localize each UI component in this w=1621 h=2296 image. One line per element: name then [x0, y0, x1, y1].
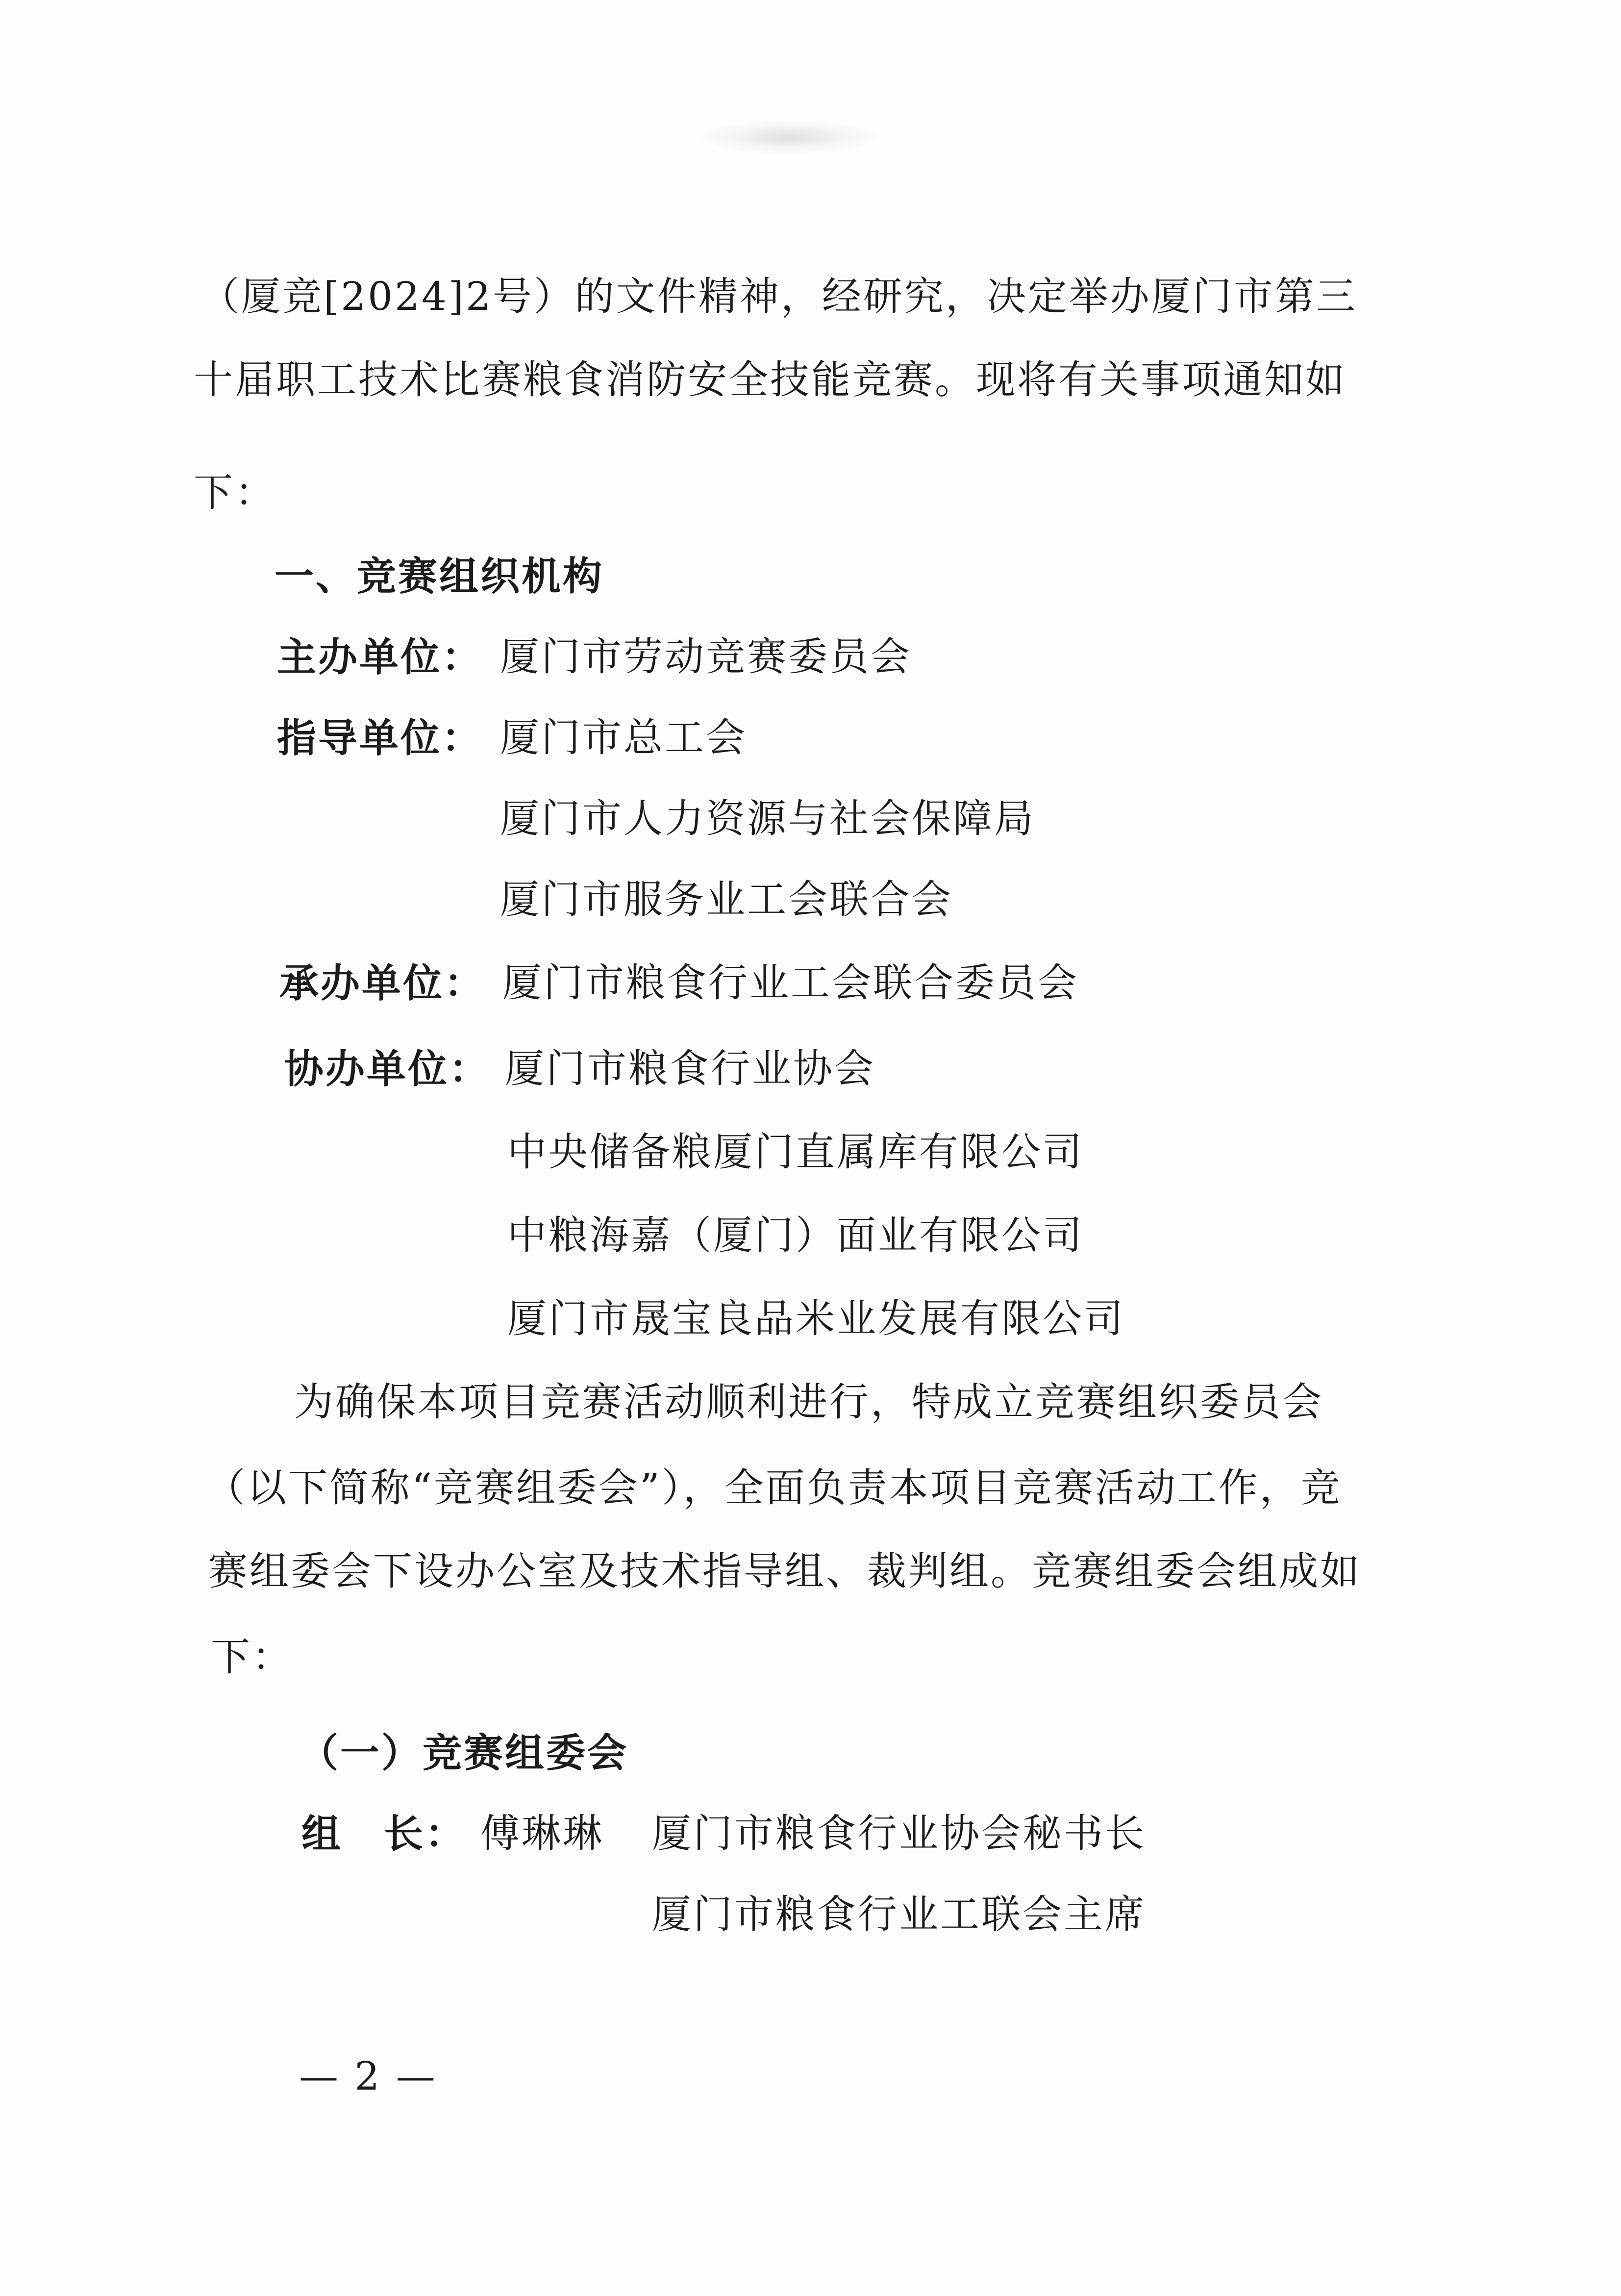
leader-name: 傅琳琳 [480, 1811, 604, 1856]
leader-title: 厦门市粮食行业工联会主席 [652, 1892, 1146, 1937]
paragraph-line: 赛组委会下设办公室及技术指导组、裁判组。竞赛组委会组成如 [208, 1548, 1361, 1594]
paragraph-line: （厦竞[2024]2号）的文件精神，经研究，决定举办厦门市第三 [200, 274, 1357, 319]
organizer-value: 厦门市粮食行业工会联合委员会 [502, 960, 1079, 1006]
co-organizer-value: 中粮海嘉（厦门）面业有限公司 [507, 1212, 1084, 1258]
host-label: 主办单位： [277, 634, 483, 680]
guide-value: 厦门市人力资源与社会保障局 [500, 796, 1035, 841]
guide-label: 指导单位： [277, 715, 483, 761]
paragraph-line: 下： [211, 1634, 293, 1680]
co-organizer-value: 厦门市粮食行业协会 [505, 1046, 875, 1091]
section-heading: 一、竞赛组织机构 [274, 553, 604, 599]
paragraph-line: （以下简称“竞赛组委会”），全面负责本项目竞赛活动工作，竞 [206, 1465, 1342, 1511]
paragraph-line: 十届职工技术比赛粮食消防安全技能竞赛。现将有关事项通知如 [194, 357, 1347, 403]
page-number: — 2 — [299, 2053, 437, 2099]
guide-value: 厦门市服务业工会联合会 [500, 877, 953, 922]
subsection-heading: （一）竞赛组委会 [299, 1730, 628, 1776]
co-organizer-label: 协办单位： [284, 1046, 490, 1092]
paragraph-line: 下： [194, 470, 276, 515]
host-value: 厦门市劳动竞赛委员会 [500, 634, 912, 680]
organizer-label: 承办单位： [279, 960, 485, 1006]
scan-smudge [701, 120, 877, 154]
leader-title: 厦门市粮食行业协会秘书长 [652, 1811, 1146, 1856]
leader-label: 组 长： [301, 1811, 466, 1857]
co-organizer-value: 厦门市晟宝良品米业发展有限公司 [507, 1296, 1125, 1341]
paragraph-line: 为确保本项目竞赛活动顺利进行，特成立竞赛组织委员会 [294, 1379, 1323, 1425]
guide-value: 厦门市总工会 [500, 715, 747, 760]
co-organizer-value: 中央储备粮厦门直属库有限公司 [507, 1129, 1084, 1175]
